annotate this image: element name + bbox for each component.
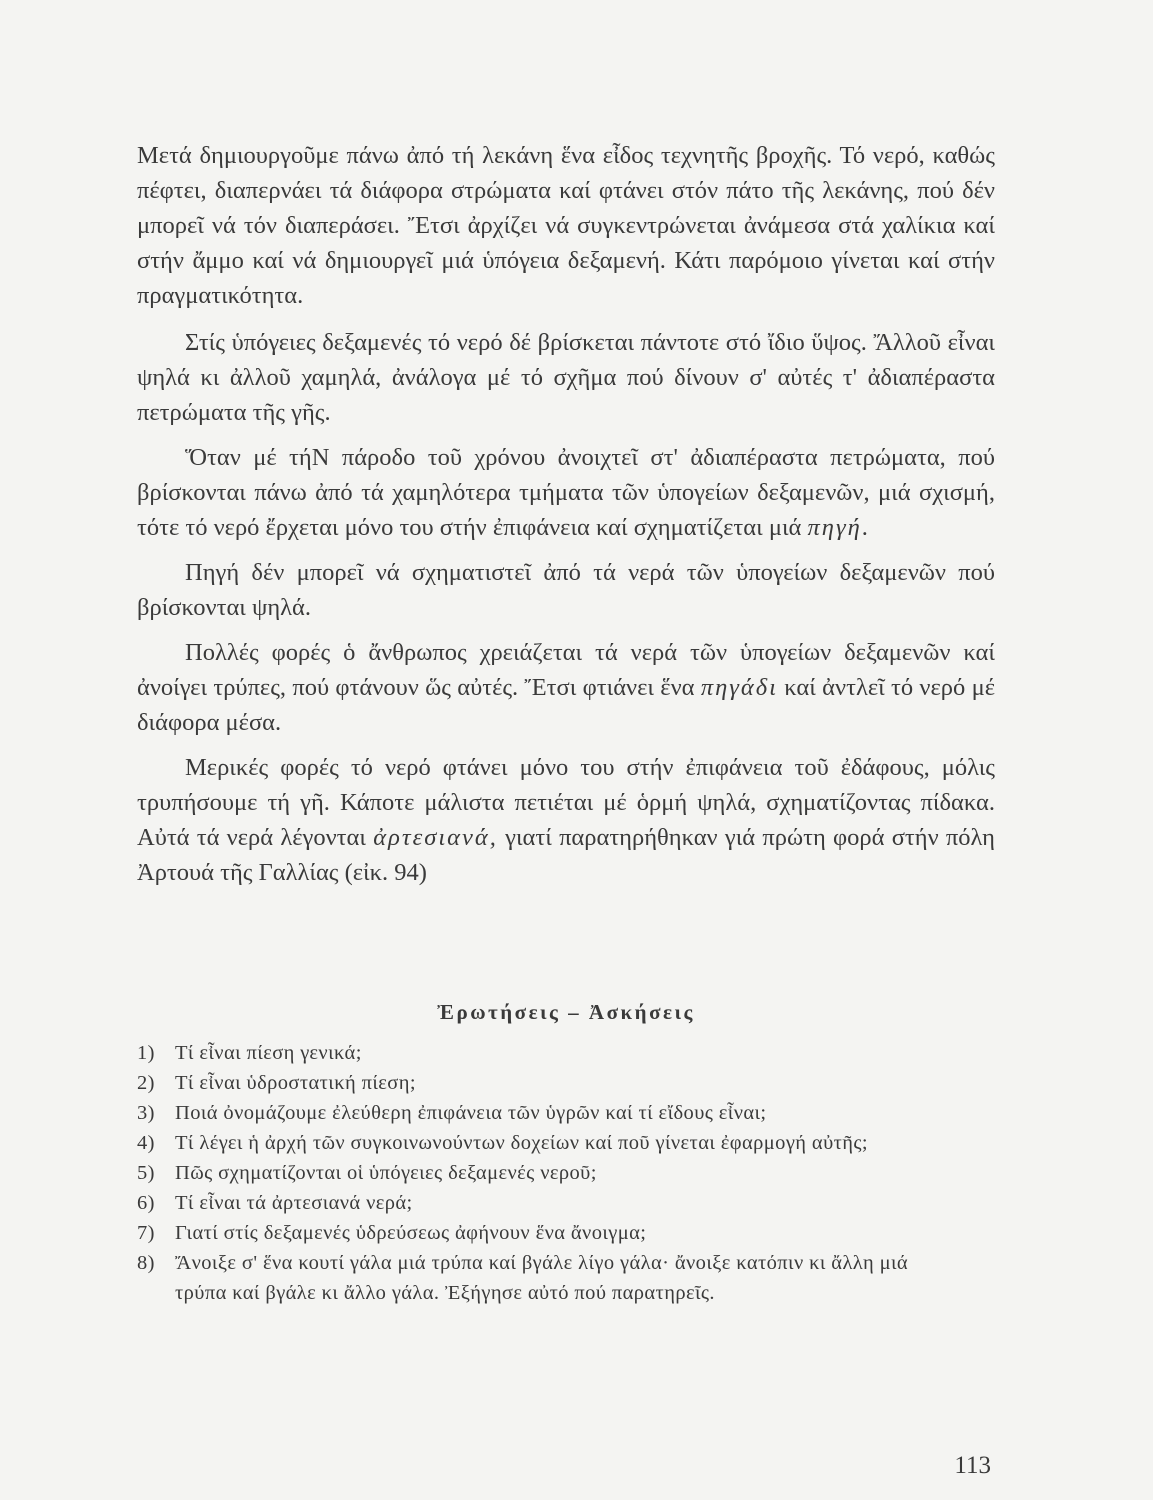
paragraph-6 <box>137 750 995 890</box>
question-number: 3) <box>137 1102 155 1124</box>
paragraph-3 <box>137 440 995 545</box>
question-number: 5) <box>137 1162 155 1184</box>
question-text: Πῶς σχηματίζονται οἱ ὑπόγειες δεξαμενές νεροῦ; <box>175 1162 597 1184</box>
paragraph-6-text: Μερικές φορές τό νερό φτάνει μόνο του στήν ἐπιφάνεια τοῦ ἐδάφους, μόλις τρυπήσουμε τή γῆ. Κάποτε μάλιστα πετιέται μέ ὁρμή ψηλά, σχηματίζοντας πίδακα. Αὐτά τά νερά λέγονται <box>137 754 995 851</box>
question-text: Ἄνοιξε σ' ἕνα κουτί γάλα μιά τρύπα καί βγάλε λίγο γάλα· ἄνοιξε κατόπιν κι ἄλλη μιά τρύπα καί βγάλε κι ἄλλο γάλα. Ἐξήγησε αὐτό πού παρατηρεῖς. <box>175 1252 909 1304</box>
paragraph-5-rest: καί ἀντλεῖ τό νερό μέ διάφορα μέσα. <box>137 674 996 736</box>
page-number: 113 <box>954 1452 991 1479</box>
section-heading: Ἐρωτήσεις – Ἀσκήσεις <box>437 1000 695 1024</box>
term-pigi: πηγή <box>807 514 862 541</box>
question-item <box>137 1188 937 1218</box>
question-text: Τί εἶναι ὑδροστατική πίεση; <box>175 1072 416 1094</box>
question-number: 8) <box>137 1252 155 1274</box>
paragraph-1: Μετά δημιουργοῦμε πάνω ἀπό τή λεκάνη ἕνα εἶδος τεχνητῆς βροχῆς. Τό νερό, καθώς πέφτει, διαπερνάει τά διάφορα στρώματα καί φτάνει στόν πάτο τῆς λεκάνης, πού δέν μπορεῖ νά τόν διαπεράσει. Ἔτσι ἀρχίζει νά συγκεντρώνεται ἀνάμεσα στά χαλίκια καί στήν ἄμμο καί νά δημιουργεῖ μιά ὑπόγεια δεξαμενή. Κάτι παρόμοιο γίνεται καί στήν πραγματικότητα. <box>137 142 995 309</box>
question-number: 2) <box>137 1072 155 1094</box>
questions-list <box>137 1038 937 1308</box>
question-text: Τί λέγει ἡ ἀρχή τῶν συγκοινωνούντων δοχείων καί ποῦ γίνεται ἐφαρμογή αὐτῆς; <box>175 1132 868 1154</box>
question-number: 6) <box>137 1192 155 1214</box>
question-text: Τί εἶναι πίεση γενικά; <box>175 1042 362 1064</box>
paragraph-3-text: Ὅταν μέ τήΝ πάροδο τοῦ χρόνου ἀνοιχτεῖ στ' ἀδιαπέραστα πετρώματα, πού βρίσκονται πάνω ἀπό τά χαμηλότερα τμήματα τῶν ὑπογείων δεξαμενῶν, μιά σχισμή, τότε τό νερό ἔρχεται μόνο του στήν ἐπιφάνεια καί σχηματίζεται μιά <box>137 444 995 541</box>
question-item <box>137 1098 937 1128</box>
paragraph-4: Πηγή δέν μπορεῖ νά σχηματιστεῖ ἀπό τά νερά τῶν ὑπογείων δεξαμενῶν πού βρίσκονται ψηλά. <box>137 559 995 621</box>
paragraph-2: Στίς ὑπόγειες δεξαμενές τό νερό δέ βρίσκεται πάντοτε στό ἴδιο ὕψος. Ἄλλοῦ εἶναι ψηλά κι ἀλλοῦ χαμηλά, ἀνάλογα μέ τό σχῆμα πού δίνουν σ' αὐτές τ' ἀδιαπέραστα πετρώματα τῆς γῆς. <box>137 329 995 426</box>
question-number: 7) <box>137 1222 155 1244</box>
question-item <box>137 1248 937 1308</box>
question-text: Γιατί στίς δεξαμενές ὑδρεύσεως ἀφήνουν ἕνα ἄνοιγμα; <box>175 1222 647 1244</box>
question-number: 1) <box>137 1042 155 1064</box>
question-item <box>137 1158 937 1188</box>
paragraph-5 <box>137 635 995 740</box>
question-item <box>137 1068 937 1098</box>
paragraph-6-rest: γιατί παρατηρήθηκαν γιά πρώτη φορά στήν πόλη Ἀρτουά τῆς Γαλλίας (εἰκ. 94) <box>137 824 995 886</box>
question-text: Τί εἶναι τά ἀρτεσιανά νερά; <box>175 1192 413 1214</box>
term-pigadi: πηγάδι <box>700 674 778 701</box>
body-text <box>137 138 995 900</box>
question-item <box>137 1218 937 1248</box>
question-item <box>137 1038 937 1068</box>
term-artesiana: ἀρτεσιανά, <box>373 824 498 851</box>
question-text: Ποιά ὀνομάζουμε ἐλεύθερη ἐπιφάνεια τῶν ὑγρῶν καί τί εἴδους εἶναι; <box>175 1102 767 1124</box>
paragraph-5-text: Πολλές φορές ὁ ἄνθρωπος χρειάζεται τά νερά τῶν ὑπογείων δεξαμενῶν καί ἀνοίγει τρύπες, πού φτάνουν ὥς αὐτές. Ἔτσι φτιάνει ἕνα <box>137 639 995 701</box>
question-item <box>137 1128 937 1158</box>
question-number: 4) <box>137 1132 155 1154</box>
term-pigi-end: . <box>861 514 868 541</box>
